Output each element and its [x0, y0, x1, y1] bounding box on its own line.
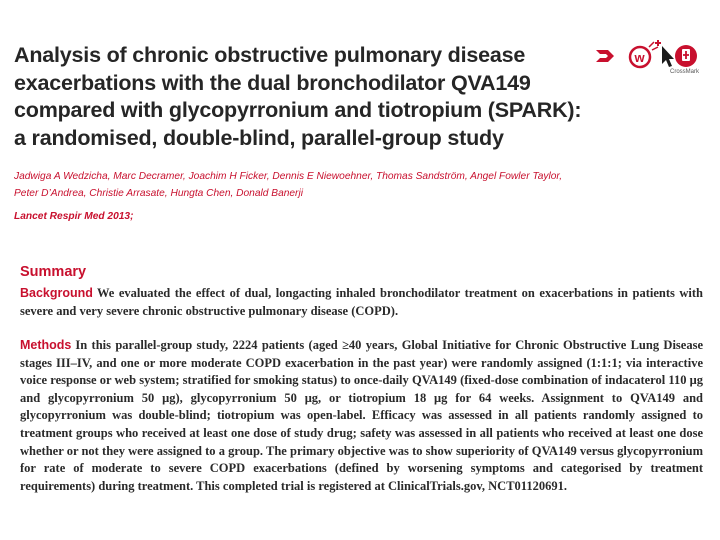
methods-paragraph — [20, 337, 703, 495]
logo-icons — [594, 38, 720, 82]
svg-text:w: w — [634, 50, 645, 65]
oa-arrow-icon — [596, 50, 614, 62]
w-badge-icon — [630, 42, 658, 67]
title-line: exacerbations with the dual bronchodilator QVA149 — [14, 70, 531, 95]
publisher-logos — [594, 38, 720, 82]
article-title — [14, 42, 589, 152]
cursor-icon — [655, 40, 674, 67]
background-paragraph — [20, 285, 703, 320]
summary-heading: Summary — [20, 264, 87, 280]
methods-text: In this parallel-group study, 2224 patients (aged ≥40 years, Global Initiative for Chronic Obstructive Lung Disease stages III–IV, and one or more moderate COPD exacerbation in the past year) were randomly assigned (1:1:1; via interactive voice response or web system; stratified for smoking status) to once-daily QVA149 (fixed-dose combination of indacaterol 110 μg and glycopyrronium 50 μg), glycopyrronium 50 μg, or tiotropium 18 μg for 64 weeks. Assignment to QVA149 and glycopyrronium was double-blind; tiotropium was open-label. Efficacy was assessed in all patients randomly assigned to treatment groups who received at least one dose of study drug; safety was assessed in all patients who received at least one dose whether or not they were assigned to a group. The primary objective was to show superiority of QVA149 versus glycopyrronium for rate of moderate to severe COPD exacerbations (defined by worsening symptoms and categorised by treatment requirements) during treatment. This completed trial is registered at ClinicalTrials.gov, NCT01120691. — [20, 338, 703, 493]
journal-citation: Lancet Respir Med 2013; — [14, 211, 134, 222]
background-label: Background — [20, 286, 93, 300]
title-line: a randomised, double-blind, parallel-group study — [14, 125, 504, 150]
crossmark-label: CrossMark — [670, 69, 700, 75]
title-line: compared with glycopyrronium and tiotropium (SPARK): — [14, 98, 582, 123]
author-list: Jadwiga A Wedzicha, Marc Decramer, Joachim H Ficker, Dennis E Niewoehner, Thomas Sandström, Angel Fowler Taylor, Peter D’Andrea, Christie Arrasate, Hungta Chen, Donald Banerji — [14, 171, 563, 199]
background-text: We evaluated the effect of dual, longacting inhaled bronchodilator treatment on exacerbations in patients with severe and very severe chronic obstructive pulmonary disease (COPD). — [20, 286, 703, 318]
crossmark-icon — [675, 45, 697, 67]
methods-label: Methods — [20, 338, 72, 352]
title-line: Analysis of chronic obstructive pulmonary disease — [14, 43, 526, 67]
